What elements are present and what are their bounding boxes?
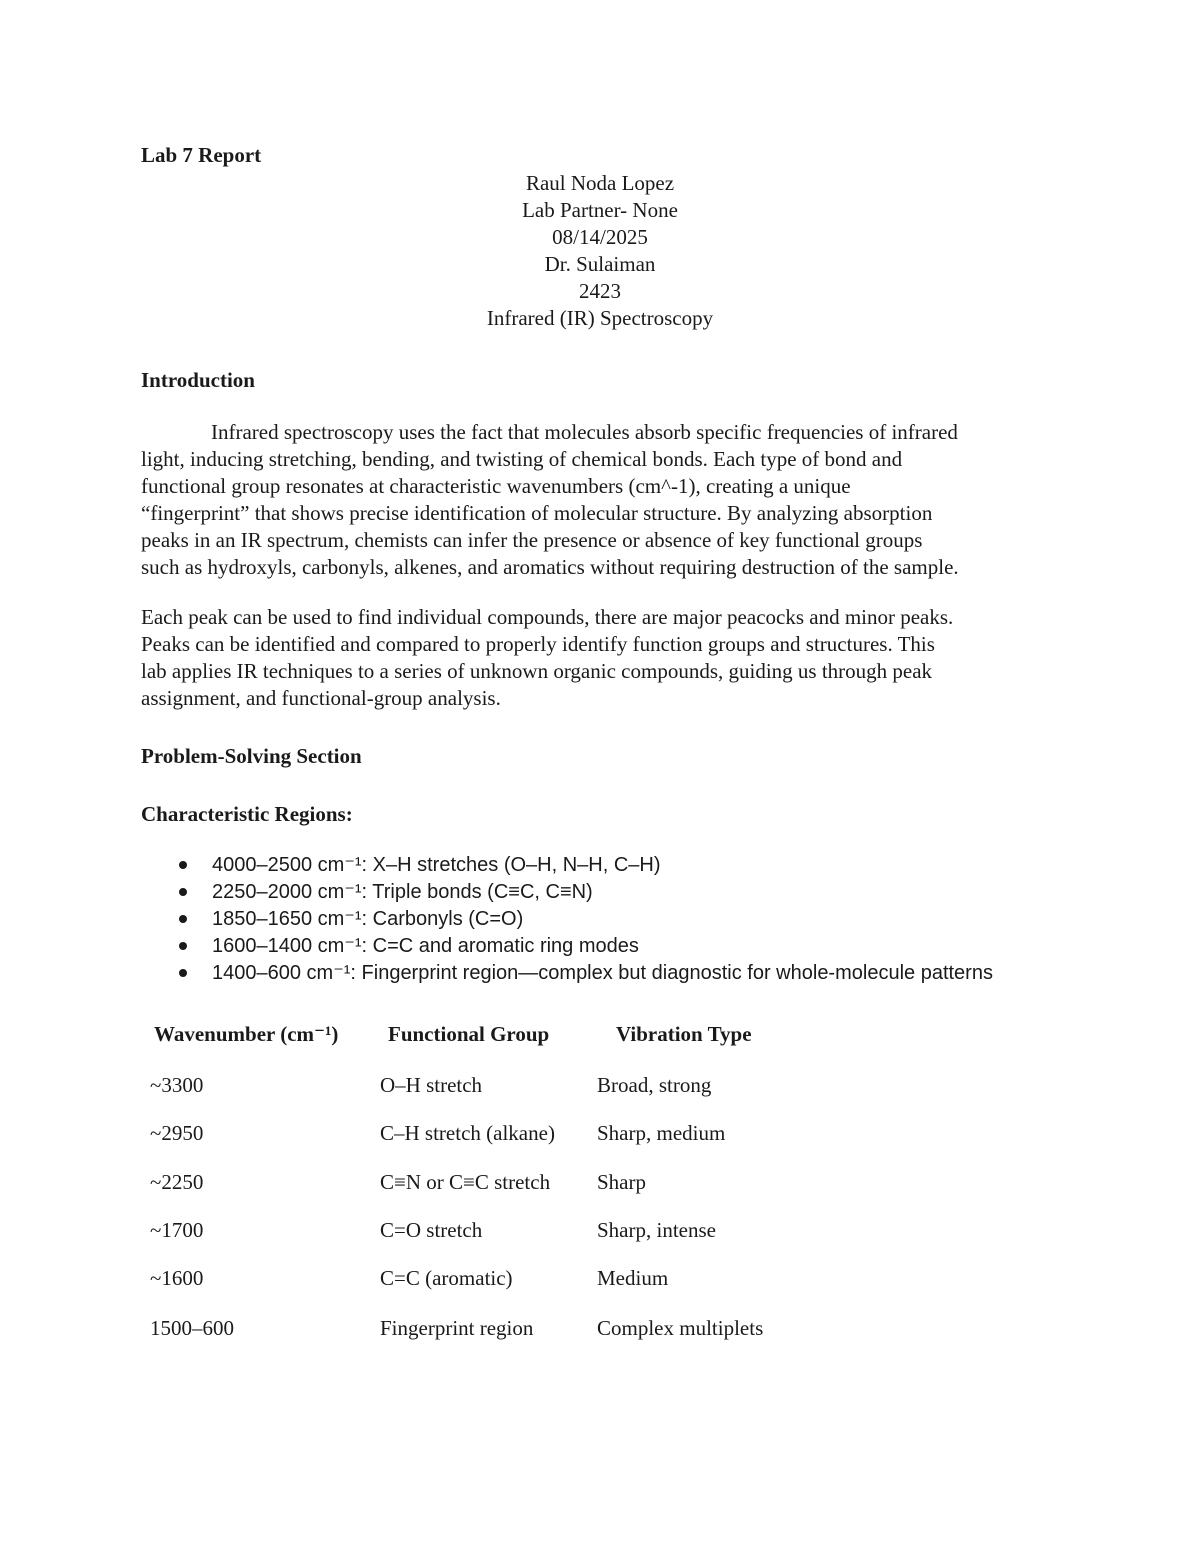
table-cell-vibration-type: Medium xyxy=(597,1266,669,1290)
author-name: Raul Noda Lopez xyxy=(525,171,675,195)
paragraph-line: Peaks can be identified and compared to properly identify function groups and structures. This xyxy=(141,632,935,656)
course-number: 2423 xyxy=(579,279,621,303)
report-date: 08/14/2025 xyxy=(552,225,648,249)
bullet-icon xyxy=(179,942,187,950)
region-text: 1400–600 cm⁻¹: Fingerprint region—complex but diagnostic for whole-molecule patterns xyxy=(212,962,993,984)
region-text: 1600–1400 cm⁻¹: C=C and aromatic ring modes xyxy=(212,935,639,957)
paragraph-line: such as hydroxyls, carbonyls, alkenes, and aromatics without requiring destruction of the sample. xyxy=(141,555,959,579)
table-cell-wavenumber: ~1700 xyxy=(150,1218,204,1242)
table-cell-wavenumber: ~2250 xyxy=(150,1170,204,1194)
list-item xyxy=(175,932,993,959)
bullet-icon xyxy=(179,888,187,896)
list-item xyxy=(175,878,993,905)
table-cell-functional-group: O–H stretch xyxy=(380,1073,483,1097)
table-cell-vibration-type: Sharp xyxy=(597,1170,646,1194)
list-item xyxy=(175,905,993,932)
paragraph-line: “fingerprint” that shows precise identification of molecular structure. By analyzing absorption xyxy=(141,501,933,525)
paragraph-line: Infrared spectroscopy uses the fact that molecules absorb specific frequencies of infrared xyxy=(211,420,958,444)
list-item xyxy=(175,851,993,878)
paragraph-line: assignment, and functional-group analysis. xyxy=(141,686,501,710)
paragraph-line: light, inducing stretching, bending, and twisting of chemical bonds. Each type of bond and xyxy=(141,447,903,471)
report-subject: Infrared (IR) Spectroscopy xyxy=(486,306,714,330)
paragraph-line: peaks in an IR spectrum, chemists can infer the presence or absence of key functional groups xyxy=(141,528,923,552)
paragraph-line: lab applies IR techniques to a series of unknown organic compounds, guiding us through peak xyxy=(141,659,933,683)
table-cell-vibration-type: Sharp, intense xyxy=(597,1218,716,1242)
table-cell-vibration-type: Broad, strong xyxy=(597,1073,712,1097)
table-header-vibration-type: Vibration Type xyxy=(616,1022,752,1046)
regions-list xyxy=(175,851,993,986)
list-item xyxy=(175,959,993,986)
paragraph-line: Each peak can be used to find individual compounds, there are major peacocks and minor peaks. xyxy=(141,605,954,629)
table-cell-wavenumber: ~1600 xyxy=(150,1266,204,1290)
header-info xyxy=(0,170,1200,332)
bullet-icon xyxy=(179,915,187,923)
table-cell-functional-group: C=O stretch xyxy=(380,1218,483,1242)
region-text: 2250–2000 cm⁻¹: Triple bonds (C≡C, C≡N) xyxy=(212,881,593,903)
table-cell-wavenumber: ~2950 xyxy=(150,1121,204,1145)
lab-partner: Lab Partner- None xyxy=(522,198,678,222)
table-header-functional-group: Functional Group xyxy=(388,1022,550,1046)
table-cell-vibration-type: Complex multiplets xyxy=(597,1316,764,1340)
table-header-wavenumber: Wavenumber (cm⁻¹) xyxy=(154,1022,339,1046)
table-cell-functional-group: Fingerprint region xyxy=(380,1316,534,1340)
table-cell-vibration-type: Sharp, medium xyxy=(597,1121,726,1145)
report-title: Lab 7 Report xyxy=(141,143,262,167)
table-cell-functional-group: C≡N or C≡C stretch xyxy=(380,1170,551,1194)
table-cell-functional-group: C=C (aromatic) xyxy=(380,1266,513,1290)
table-cell-functional-group: C–H stretch (alkane) xyxy=(380,1121,555,1145)
bullet-icon xyxy=(179,969,187,977)
table-cell-wavenumber: 1500–600 xyxy=(150,1316,234,1340)
problem-solving-heading: Problem-Solving Section xyxy=(141,744,362,768)
instructor-name: Dr. Sulaiman xyxy=(544,252,656,276)
paragraph-line: functional group resonates at characteristic wavenumbers (cm^-1), creating a unique xyxy=(141,474,851,498)
introduction-paragraph-1 xyxy=(141,419,1066,581)
introduction-paragraph-2 xyxy=(141,604,1066,712)
table-cell-wavenumber: ~3300 xyxy=(150,1073,204,1097)
characteristic-regions-heading: Characteristic Regions: xyxy=(141,802,353,826)
region-text: 1850–1650 cm⁻¹: Carbonyls (C=O) xyxy=(212,908,524,930)
bullet-icon xyxy=(179,861,187,869)
introduction-heading: Introduction xyxy=(141,368,255,392)
region-text: 4000–2500 cm⁻¹: X–H stretches (O–H, N–H, C–H) xyxy=(212,854,661,876)
